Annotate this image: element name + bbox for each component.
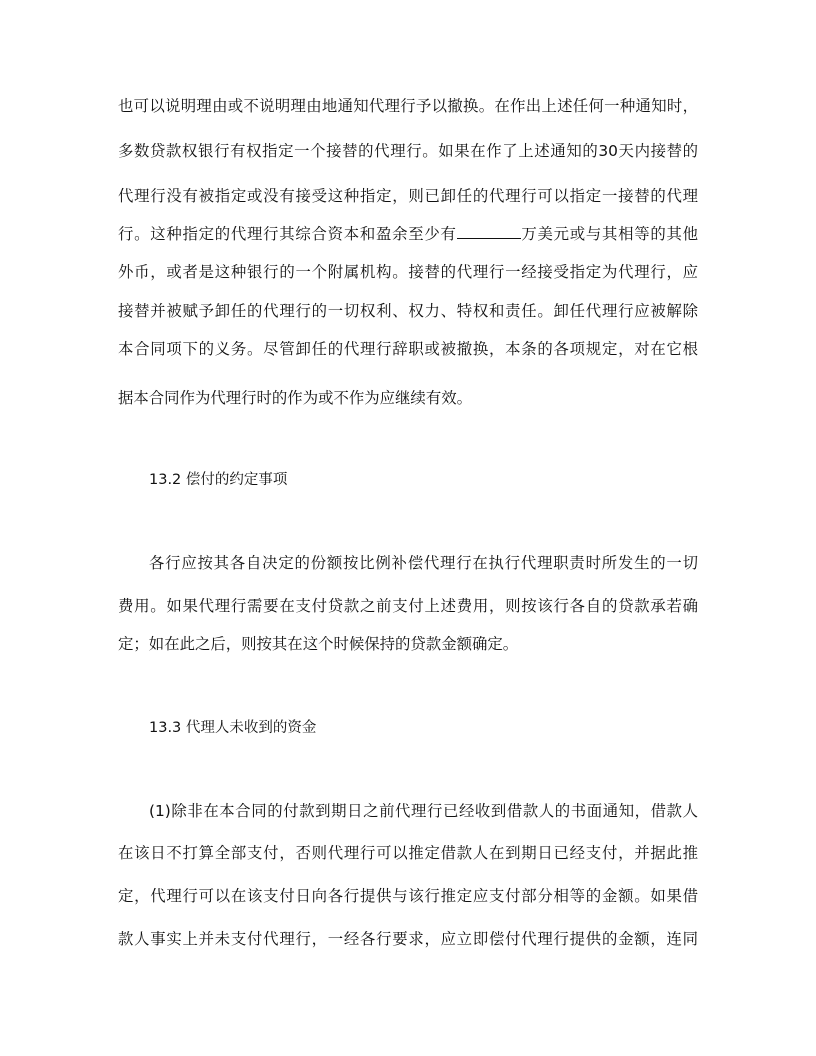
paragraph-line: 各行应按其各自决定的份额按比例补偿代理行在执行代理职责时所发生的一切: [149, 554, 698, 572]
line-text-after-blank: 万美元或与其相等的其他: [520, 225, 698, 243]
section-heading-13-3: 13.3 代理人未收到的资金: [149, 720, 317, 736]
paragraph-line: 本合同项下的义务。尽管卸任的代理行辞职或被撤换，本条的各项规定，对在它根: [118, 340, 698, 358]
paragraph-line: 接替并被赋予卸任的代理行的一切权利、权力、特权和责任。卸任代理行应被解除: [118, 302, 698, 320]
paragraph-line: 在该日不打算全部支付，否则代理行可以推定借款人在到期日已经支付，并据此推: [118, 844, 698, 862]
paragraph-line: 款人事实上并未支付代理行，一经各行要求，应立即偿付代理行提供的金额，连同: [118, 930, 698, 948]
paragraph-line: 费用。如果代理行需要在支付贷款之前支付上述费用，则按该行各自的贷款承若确: [118, 597, 698, 615]
paragraph-line: 定，代理行可以在该支付日向各行提供与该行推定应支付部分相等的金额。如果借: [118, 887, 698, 905]
fill-in-blank: [457, 224, 521, 239]
paragraph-line: 多数贷款权银行有权指定一个接替的代理行。如果在作了上述通知的30天内接替的: [118, 142, 698, 160]
paragraph-line: 据本合同作为代理行时的作为或不作为应继续有效。: [118, 389, 472, 407]
paragraph-line: 代理行没有被指定或没有接受这种指定，则已卸任的代理行可以指定一接替的代理: [118, 187, 698, 205]
paragraph-line: 外币，或者是这种银行的一个附属机构。接替的代理行一经接受指定为代理行，应: [118, 263, 698, 281]
line-text-before-blank: 行。这种指定的代理行其综合资本和盈余至少有: [118, 225, 457, 243]
paragraph-line-with-blank: [118, 224, 698, 244]
section-heading-13-2: 13.2 偿付的约定事项: [149, 472, 288, 488]
paragraph-line: (1)除非在本合同的付款到期日之前代理行已经收到借款人的书面通知，借款人: [149, 802, 698, 820]
paragraph-line: 也可以说明理由或不说明理由地通知代理行予以撤换。在作出上述任何一种通知时，: [118, 97, 698, 115]
paragraph-line: 定；如在此之后，则按其在这个时候保持的贷款金额确定。: [118, 635, 519, 653]
